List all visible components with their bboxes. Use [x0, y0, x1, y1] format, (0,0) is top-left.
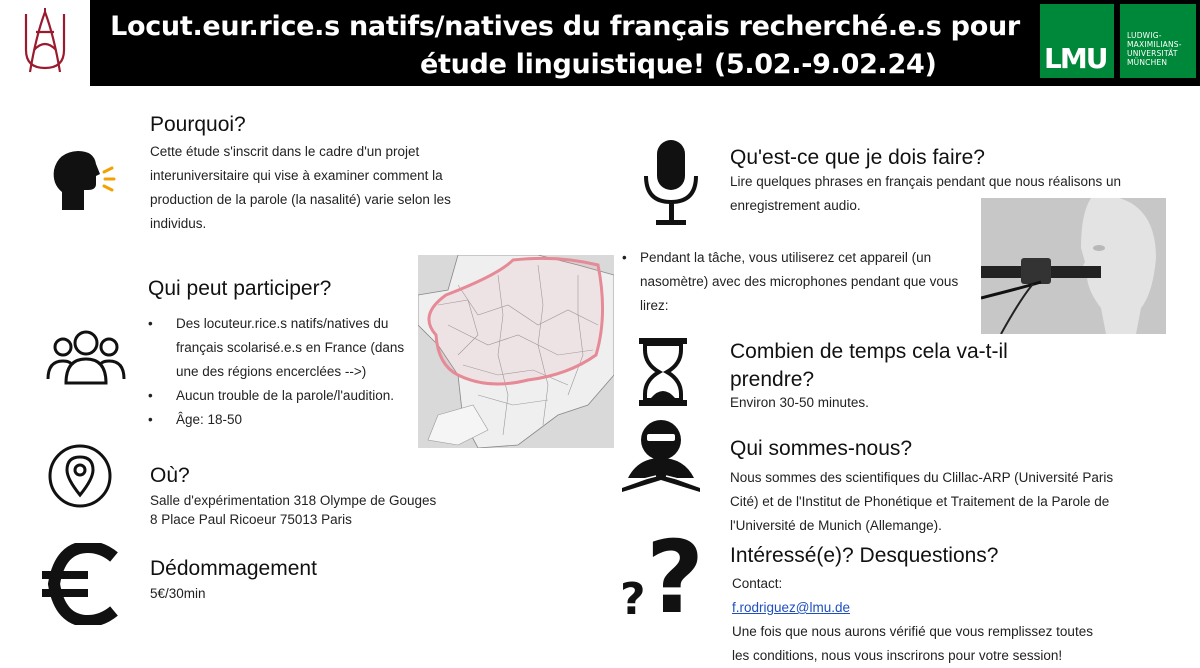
- list-item: [622, 246, 977, 318]
- list-item: [148, 408, 428, 432]
- text-line: Pendant la tâche, vous utiliserez cet appareil (un: [640, 250, 932, 265]
- text-line: Cette étude s'inscrit dans le cadre d'un projet: [150, 144, 420, 159]
- text-line: Des locuteur.rice.s natifs/natives du: [176, 316, 389, 331]
- text-line: production de la parole (la nasalité) varie selon les: [150, 192, 451, 207]
- address-text: [150, 491, 436, 529]
- heading-line: Combien de temps cela va-t-il: [730, 340, 1008, 363]
- text-line: individus.: [150, 216, 207, 231]
- researcher-reading-icon: [618, 418, 704, 492]
- text-line: les conditions, nous vous inscrirons pour votre session!: [732, 648, 1063, 663]
- text-line: Cité) et de l'Institut de Phonétique et Traitement de la Parole de: [730, 494, 1110, 509]
- title-line-2: étude linguistique! (5.02.-9.02.24): [420, 49, 937, 80]
- pourquoi-text: [150, 140, 451, 236]
- universite-paris-logo: [6, 6, 84, 78]
- location-pin-icon: [47, 443, 113, 509]
- text-line: une des régions encerclées -->): [176, 364, 367, 379]
- bullet: •: [148, 316, 153, 331]
- text-line: nasomètre) avec des microphones pendant que vous: [640, 274, 959, 289]
- svg-text:?: ?: [620, 574, 646, 625]
- lmu-logo-text: LMU: [1044, 42, 1107, 75]
- group-people-icon: [46, 327, 126, 385]
- about-text: [730, 466, 1113, 538]
- hourglass-icon: [637, 336, 689, 408]
- heading-pourquoi: Pourquoi?: [150, 113, 246, 136]
- text-line: Nous sommes des scientifiques du Clillac-ARP (Université Paris: [730, 470, 1114, 485]
- title-line-1: Locut.eur.rice.s natifs/natives du français recherché.e.s pour: [110, 11, 1020, 42]
- speaking-head-icon: [50, 148, 120, 212]
- text-line: l'Université de Munich (Allemange).: [730, 518, 942, 533]
- euro-icon: [40, 543, 122, 625]
- text-line: interuniversitaire qui vise à examiner comment la: [150, 168, 443, 183]
- poster-title: [90, 8, 1040, 84]
- list-item: [148, 384, 428, 408]
- svg-text:?: ?: [646, 522, 705, 636]
- bullet: •: [622, 250, 627, 265]
- lmu-name-line: MÜNCHEN: [1127, 58, 1168, 67]
- lmu-name-logo: [1120, 4, 1196, 78]
- text-line: 8 Place Paul Ricoeur 75013 Paris: [150, 512, 352, 527]
- eligibility-list: [148, 312, 428, 432]
- lmu-name-line: MAXIMILIANS-: [1127, 40, 1182, 49]
- lmu-name-line: LUDWIG-: [1127, 31, 1162, 40]
- france-regions-map: [418, 255, 614, 448]
- duration-value: Environ 30-50 minutes.: [730, 395, 869, 410]
- nasometer-photo: [981, 198, 1166, 334]
- text-line: enregistrement audio.: [730, 198, 861, 213]
- text-line: français scolarisé.e.s en France (dans: [176, 340, 405, 355]
- microphone-icon: [640, 138, 702, 228]
- heading-que-faire: Qu'est-ce que je dois faire?: [730, 146, 985, 169]
- device-list: [622, 246, 977, 318]
- contact-label: Contact:: [732, 576, 783, 591]
- text-line: Âge: 18-50: [176, 412, 243, 427]
- question-marks-icon: [618, 522, 714, 642]
- heading-dedommagement: Dédommagement: [150, 557, 317, 580]
- lmu-logo: [1040, 4, 1114, 78]
- heading-qui-sommes-nous: Qui sommes-nous?: [730, 437, 913, 460]
- bullet: •: [148, 412, 153, 427]
- text-line: Aucun trouble de la parole/l'audition.: [176, 388, 394, 403]
- contact-email-link[interactable]: f.rodriguez@lmu.de: [732, 600, 851, 615]
- france-map-graphic: [418, 255, 614, 448]
- heading-ou: Où?: [150, 464, 190, 487]
- list-item: [148, 312, 428, 384]
- heading-qui-peut-participer: Qui peut participer?: [148, 277, 332, 300]
- lmu-name-line: UNIVERSITÄT: [1127, 49, 1178, 58]
- heading-interesse: Intéressé(e)? Desquestions?: [730, 544, 999, 567]
- text-line: Une fois que nous aurons vérifié que vous remplissez toutes: [732, 624, 1093, 639]
- nasometer-illustration: [981, 198, 1166, 334]
- compensation-value: 5€/30min: [150, 586, 206, 601]
- heading-line: prendre?: [730, 368, 815, 391]
- text-line: Lire quelques phrases en français pendant que nous réalisons un: [730, 174, 1122, 189]
- text-line: lirez:: [640, 298, 669, 313]
- text-line: Salle d'expérimentation 318 Olympe de Gouges: [150, 493, 437, 508]
- bullet: •: [148, 388, 153, 403]
- contact-block: [732, 572, 1093, 668]
- heading-combien: [730, 338, 1008, 394]
